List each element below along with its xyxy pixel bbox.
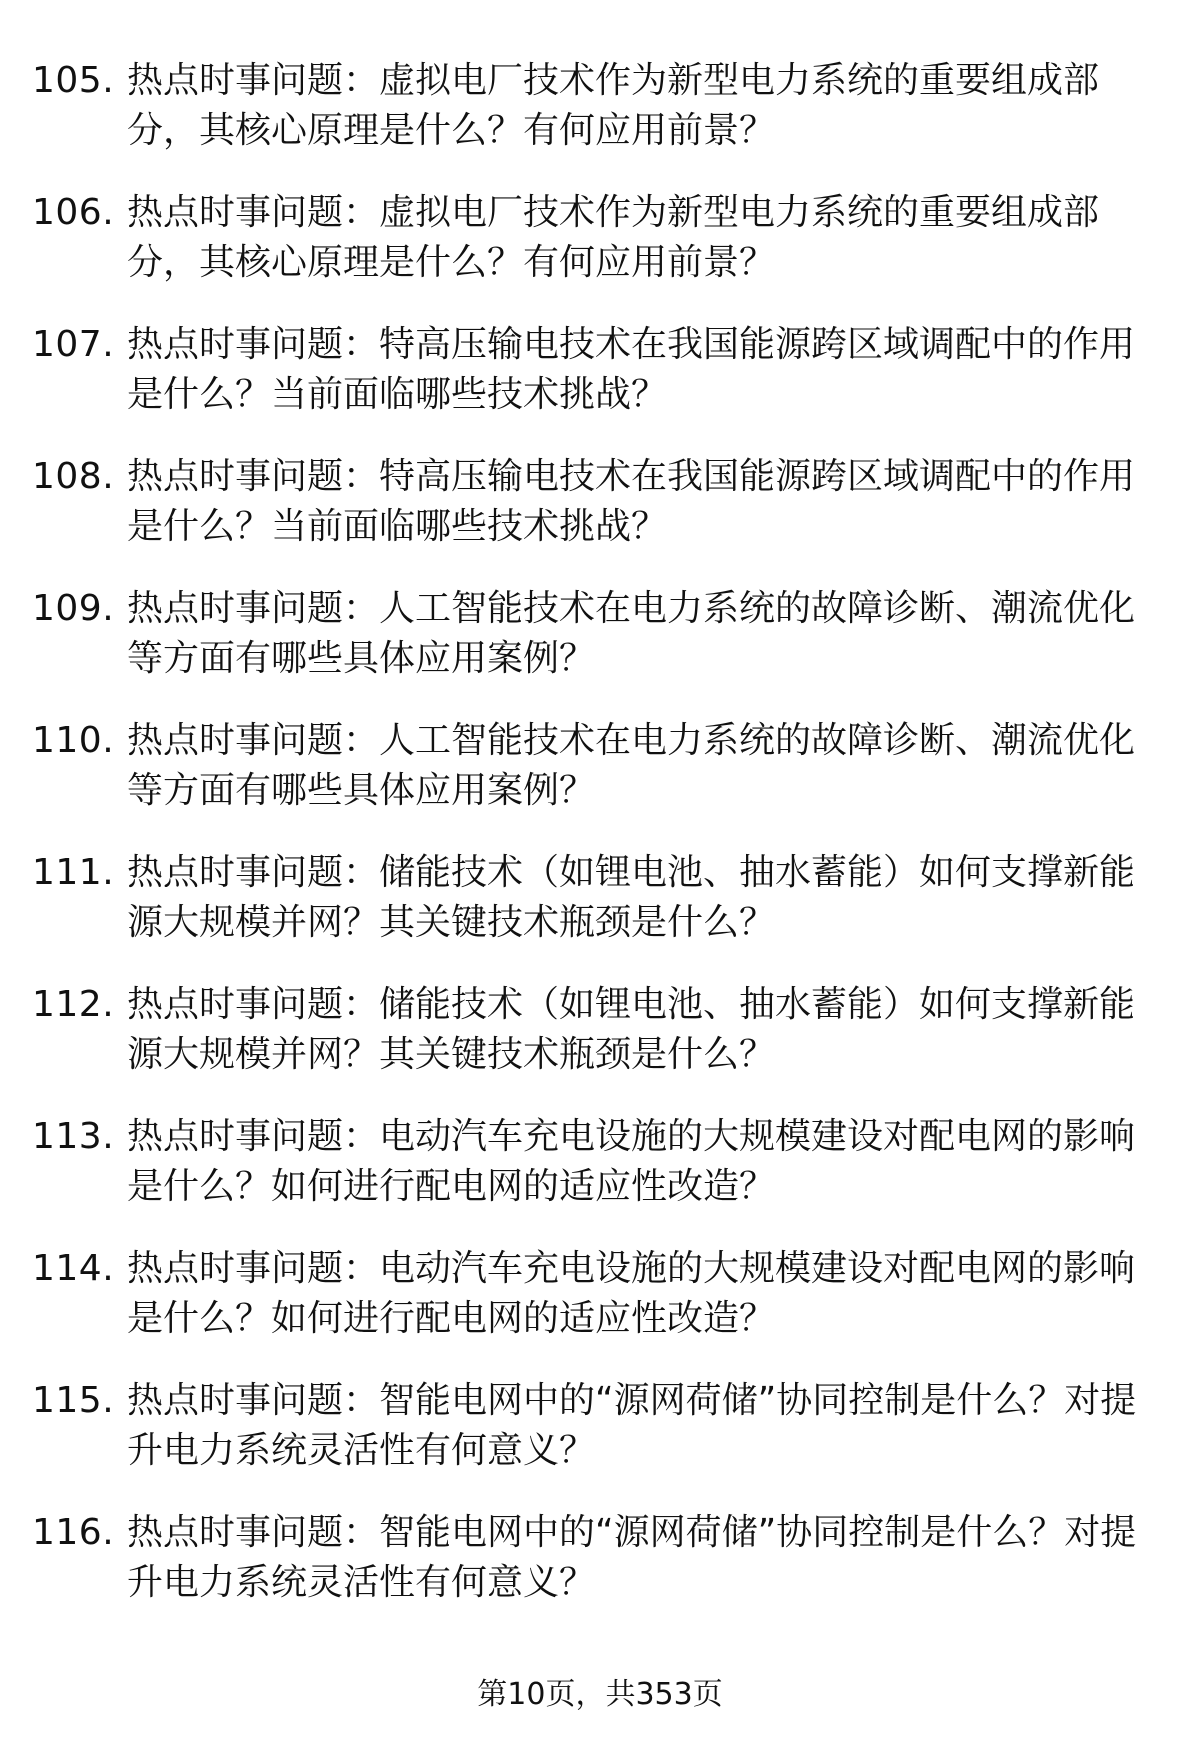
question-item [0, 320, 1200, 452]
question-item [0, 188, 1200, 320]
question-item [0, 716, 1200, 848]
question-text: 热点时事问题：特高压输电技术在我国能源跨区域调配中的作用是什么？当前面临哪些技术挑战？ [127, 456, 1136, 547]
question-text: 热点时事问题：电动汽车充电设施的大规模建设对配电网的影响是什么？如何进行配电网的适应性改造？ [127, 1248, 1136, 1339]
question-item [0, 56, 1200, 188]
question-number: 105. [32, 60, 115, 101]
question-number: 107. [32, 324, 115, 365]
question-list [0, 56, 1200, 1640]
question-item [0, 1508, 1200, 1640]
page-number-footer: 第10页，共353页 [477, 1677, 723, 1712]
question-number: 114. [32, 1248, 115, 1289]
question-text: 热点时事问题：虚拟电厂技术作为新型电力系统的重要组成部分，其核心原理是什么？有何应用前景？ [127, 192, 1100, 283]
question-number: 116. [32, 1512, 115, 1553]
question-number: 115. [32, 1380, 115, 1421]
question-number: 108. [32, 456, 115, 497]
question-text: 热点时事问题：人工智能技术在电力系统的故障诊断、潮流优化等方面有哪些具体应用案例？ [127, 588, 1136, 679]
question-number: 112. [32, 984, 115, 1025]
question-item [0, 1244, 1200, 1376]
question-number: 110. [32, 720, 115, 761]
question-number: 113. [32, 1116, 115, 1157]
question-text: 热点时事问题：虚拟电厂技术作为新型电力系统的重要组成部分，其核心原理是什么？有何应用前景？ [127, 60, 1100, 151]
question-item [0, 452, 1200, 584]
question-text: 热点时事问题：人工智能技术在电力系统的故障诊断、潮流优化等方面有哪些具体应用案例？ [127, 720, 1136, 811]
question-item [0, 848, 1200, 980]
question-text: 热点时事问题：智能电网中的“源网荷储”协同控制是什么？对提升电力系统灵活性有何意义？ [127, 1380, 1137, 1471]
question-text: 热点时事问题：电动汽车充电设施的大规模建设对配电网的影响是什么？如何进行配电网的适应性改造？ [127, 1116, 1136, 1207]
question-text: 热点时事问题：储能技术（如锂电池、抽水蓄能）如何支撑新能源大规模并网？其关键技术瓶颈是什么？ [127, 852, 1136, 943]
question-item [0, 1376, 1200, 1508]
question-number: 111. [32, 852, 115, 893]
question-text: 热点时事问题：储能技术（如锂电池、抽水蓄能）如何支撑新能源大规模并网？其关键技术瓶颈是什么？ [127, 984, 1136, 1075]
question-text: 热点时事问题：特高压输电技术在我国能源跨区域调配中的作用是什么？当前面临哪些技术挑战？ [127, 324, 1136, 415]
question-number: 106. [32, 192, 115, 233]
question-item [0, 1112, 1200, 1244]
question-item [0, 980, 1200, 1112]
question-item [0, 584, 1200, 716]
question-number: 109. [32, 588, 115, 629]
question-text: 热点时事问题：智能电网中的“源网荷储”协同控制是什么？对提升电力系统灵活性有何意义？ [127, 1512, 1137, 1603]
